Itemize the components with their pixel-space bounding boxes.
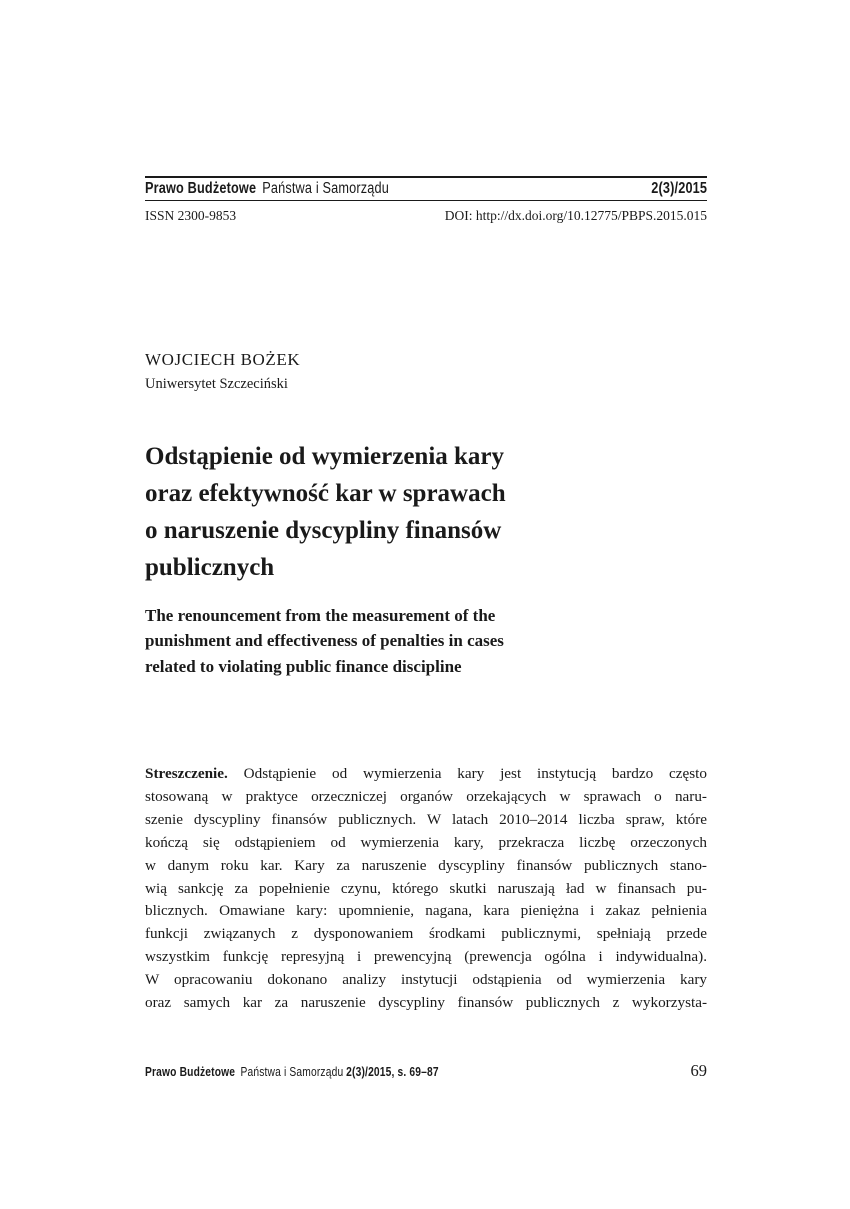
- abstract-line: wszystkim funkcję represyjną i prewencyjną (prewencja ogólna i indywidualna).: [145, 948, 707, 966]
- subtitle-line: punishment and effectiveness of penalties in cases: [145, 631, 504, 651]
- abstract-label: Streszczenie.: [145, 765, 228, 782]
- footer-issue-pages: 2(3)/2015, s. 69–87: [346, 1065, 439, 1079]
- abstract-line: [145, 763, 707, 786]
- issn: ISSN 2300-9853: [145, 208, 237, 223]
- doi: DOI: http://dx.doi.org/10.12775/PBPS.2015.015: [444, 208, 707, 223]
- abstract-line: wią sankcję za popełnienie czynu, którego skutki naruszają ład w finansach pu-: [145, 879, 707, 897]
- title-line: Odstąpienie od wymierzenia kary: [145, 443, 505, 470]
- abstract-line: kończą się odstąpieniem od wymierzenia kary, przekracza liczbę orzeczonych: [145, 833, 707, 851]
- footer-journal-subtitle: Państwa i Samorządu: [240, 1065, 344, 1079]
- abstract-text: Odstąpienie od wymierzenia kary jest instytucją bardzo często: [227, 765, 707, 782]
- title-line: o naruszenie dyscypliny finansów: [145, 517, 502, 544]
- abstract-line: szenie dyscypliny finansów publicznych. W latach 2010–2014 liczba spraw, które: [145, 810, 707, 828]
- abstract-line: W opracowaniu dokonano analizy instytucji odstąpienia od wymierzenia kary: [145, 971, 707, 989]
- header-bottom-rule: [145, 200, 707, 201]
- subtitle-line: related to violating public finance discipline: [145, 656, 462, 676]
- title-line: oraz efektywność kar w sprawach: [145, 480, 506, 507]
- abstract-line: blicznych. Omawiane kary: upomnienie, nagana, kara pieniężna i zakaz pełnienia: [145, 902, 707, 920]
- abstract: [145, 763, 707, 1015]
- title-line: publicznych: [145, 554, 275, 581]
- subtitle-line: The renouncement from the measurement of the: [145, 606, 496, 625]
- abstract-line: funkcji związanych z dysponowaniem środkami publicznymi, spełniają przede: [145, 925, 707, 943]
- author-block: [145, 350, 707, 393]
- abstract-line: oraz samych kar za naruszenie dyscypliny finansów publicznych z wykorzysta-: [145, 994, 707, 1012]
- issue-block: [651, 180, 707, 198]
- article-title-en: [145, 603, 707, 679]
- page-footer: [145, 1061, 707, 1081]
- issue-number: 2(3)/2015: [651, 180, 707, 197]
- journal-title: Prawo Budżetowe: [145, 180, 257, 197]
- issn-doi-line: [145, 208, 707, 224]
- footer-journal-line: [145, 1065, 439, 1079]
- article-title-pl: [145, 438, 707, 586]
- page-number: 69: [690, 1061, 707, 1080]
- abstract-line: stosowaną w praktyce orzeczniczej organów orzekających w sprawach o naru-: [145, 787, 707, 805]
- journal-subtitle: Państwa i Samorządu: [262, 180, 389, 197]
- journal-name: [145, 180, 389, 198]
- author-affiliation: Uniwersytet Szczeciński: [145, 376, 288, 392]
- abstract-line: w danym roku kar. Kary za naruszenie dyscypliny finansów publicznych stano-: [145, 856, 707, 874]
- journal-masthead: [145, 178, 707, 200]
- footer-journal-title: Prawo Budżetowe: [145, 1065, 236, 1079]
- journal-header: [145, 176, 707, 224]
- author-name: WOJCIECH BOŻEK: [145, 350, 301, 369]
